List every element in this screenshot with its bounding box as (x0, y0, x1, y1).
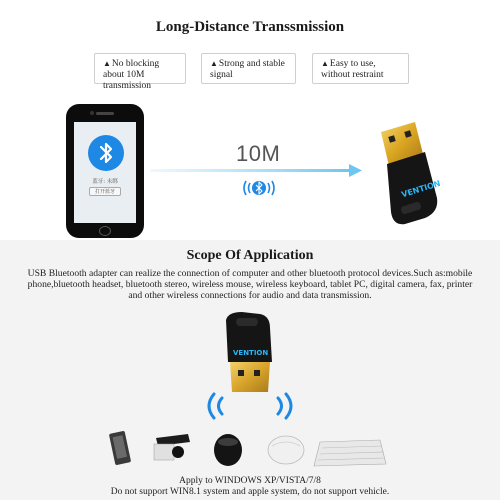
os-support-text: Apply to WINDOWS XP/VISTA/7/8 (179, 476, 321, 486)
feature-box (94, 53, 186, 91)
distance-label: 10M (236, 141, 281, 166)
home-button (99, 226, 111, 236)
vention-logo: VENTION (400, 178, 442, 200)
scope-description: USB Bluetooth adapter can realize the connection of computer and other bluetooth protocol devices.Such as:mobile phone,bluetooth headset, bluetooth stereo, wireless mouse, wireless keyboard, tablet PC, digital camera, fax, printer and other wireless connections for audio and data transmission. (27, 268, 473, 302)
feature-text: Strong and stable signal (210, 59, 285, 80)
section-title-scope: Scope Of Application (186, 248, 314, 263)
feature-text: No blocking about 10M transmission (103, 59, 160, 91)
wireless-signal-icon (200, 390, 300, 422)
phone-screen (74, 122, 136, 223)
feature-box (201, 53, 296, 84)
mobile-phone-icon (109, 431, 131, 466)
triangle-icon: ▲ (210, 59, 218, 68)
feature-text: Easy to use, without restraint (321, 59, 384, 80)
devices-row (108, 428, 388, 468)
feature-box (312, 53, 409, 84)
vention-logo: VENTION (233, 349, 269, 357)
enable-bluetooth-button: 打开蓝牙 (89, 187, 121, 196)
triangle-icon: ▲ (103, 59, 111, 68)
bluetooth-icon (88, 135, 124, 171)
mouse-icon (268, 436, 304, 464)
camera-dot (90, 111, 94, 115)
section-title-transmission: Long-Distance Transsmission (155, 19, 345, 35)
triangle-icon: ▲ (321, 59, 329, 68)
speaker-icon (214, 434, 242, 466)
smartphone-image (66, 104, 144, 238)
bluetooth-signal-icon (239, 176, 279, 200)
headset-icon (154, 434, 190, 460)
bluetooth-status-text: 蓝牙: 未绑 (92, 179, 118, 185)
keyboard-icon (314, 440, 386, 466)
usb-adapter-image (375, 118, 447, 228)
usb-adapter-image (218, 312, 284, 392)
os-limitation-text: Do not support WIN8.1 system and apple system, do not support vehicle. (110, 487, 390, 497)
speaker-slot (96, 112, 114, 115)
